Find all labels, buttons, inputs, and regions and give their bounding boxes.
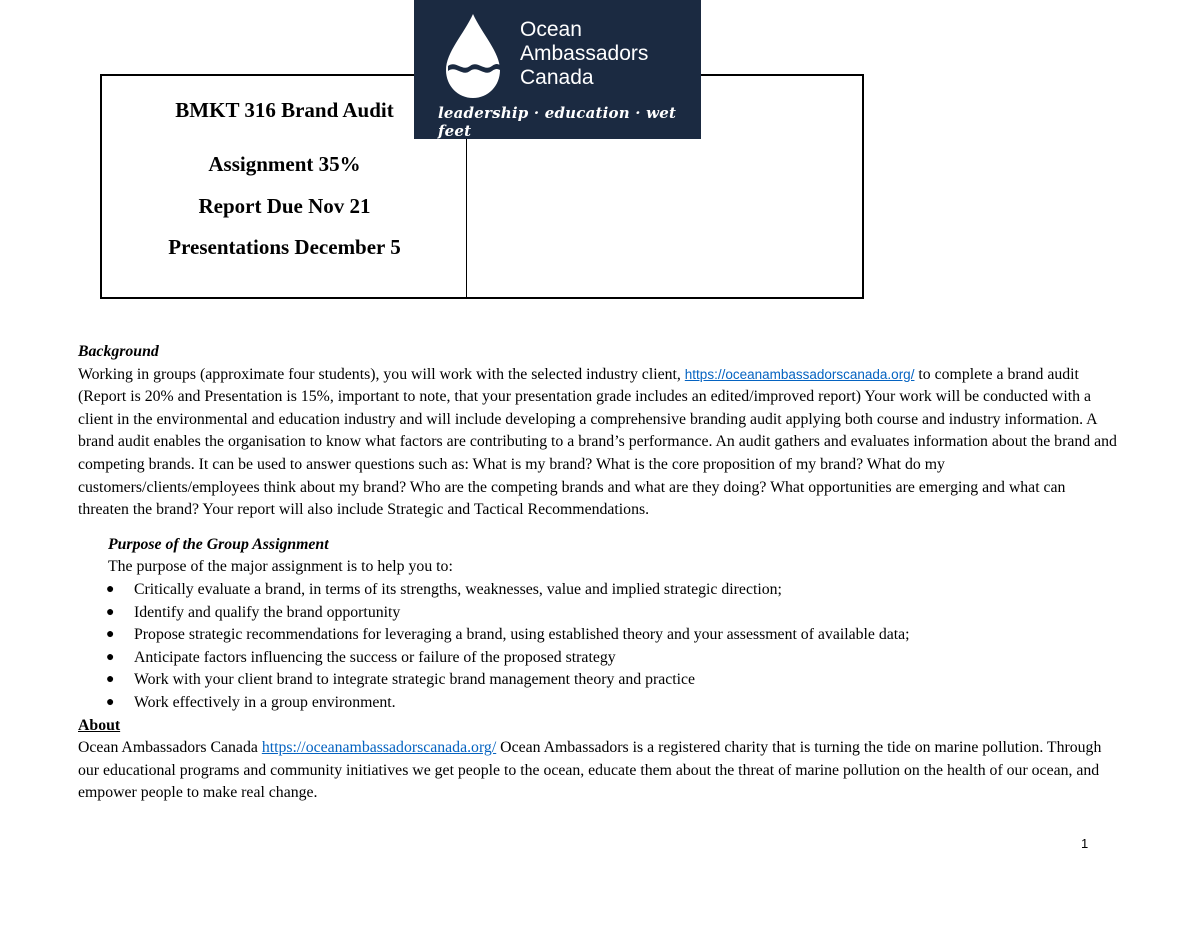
about-heading: About <box>78 716 121 734</box>
document-body <box>78 341 1118 805</box>
title-cell <box>102 76 467 297</box>
report-due: Report Due Nov 21 <box>198 194 371 218</box>
logo-line-canada: Canada <box>520 66 594 89</box>
bullet-icon: ● <box>106 649 115 665</box>
about-text-end: Ocean Ambassadors is a registered charity that is turning the tide on marine pollution. Through our educational programs and community initiatives we get people to the ocean, educate them about the threat of marine pollution on the health of our ocean, and empower people to make real change. <box>78 739 1102 802</box>
purpose-section <box>108 534 1118 579</box>
about-website-link[interactable]: https://oceanambassadorscanada.org/ <box>261 739 497 757</box>
course-title: BMKT 316 Brand Audit <box>175 98 394 122</box>
background-text-start: Working in groups (approximate four students), you will work with the selected industry client, <box>78 365 685 383</box>
background-heading: Background <box>78 343 159 360</box>
logo-line-ambassadors: Ambassadors <box>520 42 649 65</box>
page-number: 1 <box>1081 836 1089 851</box>
list-item: ● Work with your client brand to integrate strategic brand management theory and practice <box>106 669 1118 692</box>
bullet-icon: ● <box>106 672 115 688</box>
list-item: ● Critically evaluate a brand, in terms of its strengths, weaknesses, value and implied strategic direction; <box>106 579 1118 602</box>
bullet-icon: ● <box>106 627 115 643</box>
purpose-intro: The purpose of the major assignment is to help you to: <box>108 558 453 576</box>
about-text-start: Ocean Ambassadors Canada <box>78 739 262 757</box>
ocean-ambassadors-logo <box>414 0 701 139</box>
purpose-heading: Purpose of the Group Assignment <box>108 535 329 553</box>
background-paragraph <box>78 364 1118 522</box>
bullet-icon: ● <box>106 581 115 597</box>
list-item: ● Identify and qualify the brand opportunity <box>106 602 1118 625</box>
logo-wordmark <box>520 18 648 90</box>
assignment-weight: Assignment 35% <box>208 152 361 176</box>
purpose-bullet-list <box>78 579 1118 715</box>
bullet-icon: ● <box>106 694 115 710</box>
presentations-date: Presentations December 5 <box>168 235 401 259</box>
client-website-link[interactable]: https://oceanambassadorscanada.org/ <box>684 366 915 382</box>
about-paragraph <box>78 737 1118 805</box>
list-item: ● Propose strategic recommendations for leveraging a brand, using established theory and your assessment of available data; <box>106 624 1118 647</box>
background-text-end: to complete a brand audit (Report is 20% and Presentation is 15%, important to note, that your presentation grade includes an edited/improved report) Your work will be conducted with a client in the environmental and education industry and will include developing a comprehensive branding audit applying both course and industry information. A brand audit enables the organisation to know what factors are contributing to a brand’s performance. An audit gathers and evaluates information about the brand and competing brands. It can be used to answer questions such as: What is my brand? What is the core proposition of my brand? What do my customers/clients/employees think about my brand? Who are the competing brands and what are they doing? What opportunities are emerging and what can threaten the brand? Your report will also include Strategic and Tactical Recommendations. <box>78 365 1117 519</box>
list-item: ● Anticipate factors influencing the success or failure of the proposed strategy <box>106 647 1118 670</box>
list-item: ● Work effectively in a group environment. <box>106 692 1118 715</box>
water-drop-icon <box>442 12 504 100</box>
logo-tagline: leadership · education · wet feet <box>438 104 677 140</box>
logo-line-ocean: Ocean <box>520 18 582 41</box>
bullet-icon: ● <box>106 604 115 620</box>
